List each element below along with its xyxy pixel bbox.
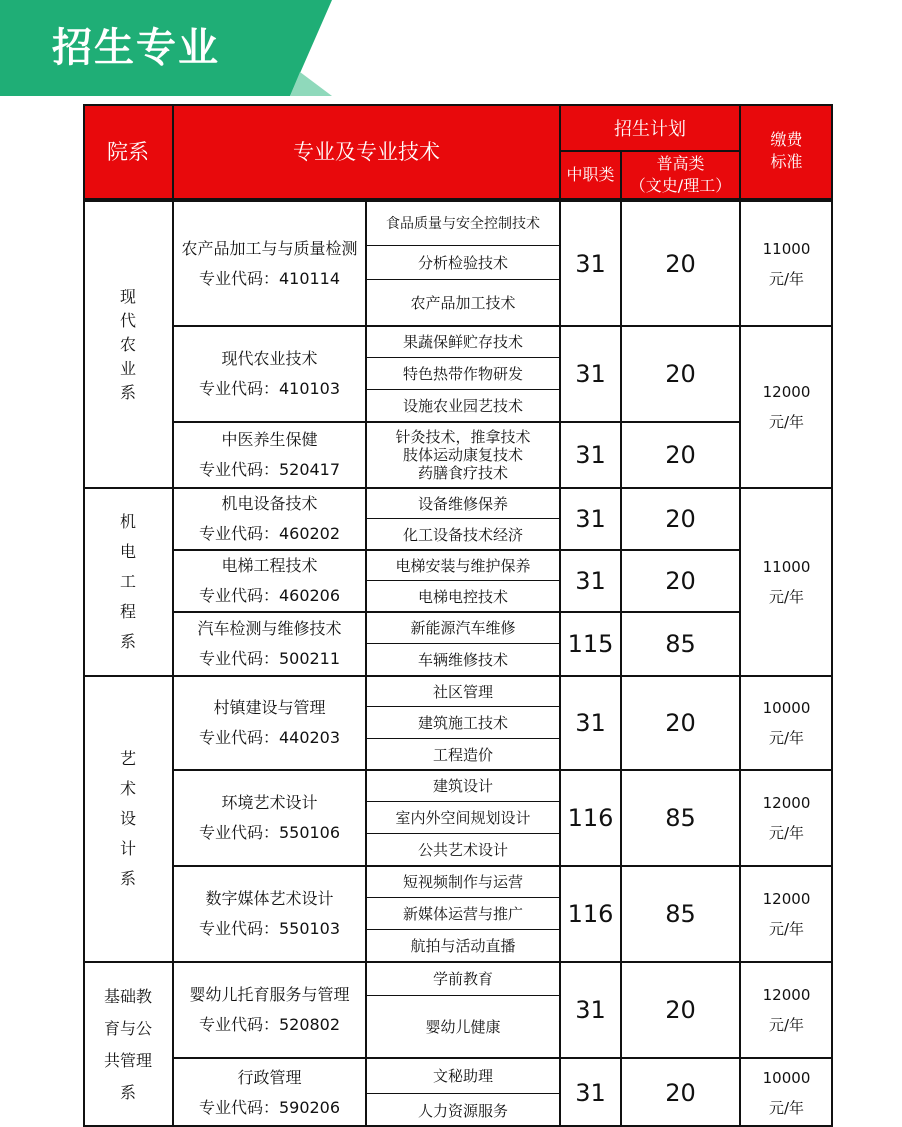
quota-putong: 20 [665, 709, 696, 737]
fee-amount: 11000 [762, 558, 811, 576]
grid-line [366, 706, 560, 707]
fee-cell [740, 866, 833, 962]
dept-cell [83, 962, 173, 1127]
grid-line [740, 865, 833, 867]
major-name: 汽车检测与维修技术 [197, 619, 342, 638]
quota-putong: 20 [665, 250, 696, 278]
grid-line [173, 769, 740, 771]
sub-tech: 室内外空间规划设计 [395, 809, 531, 827]
grid-line [173, 865, 740, 867]
major-name: 婴幼儿托育服务与管理 [189, 985, 350, 1004]
dept-cell [83, 202, 173, 488]
major-cell [173, 326, 366, 422]
grid-line [366, 897, 560, 898]
fee-unit: 元/年 [768, 270, 805, 288]
fee-unit: 元/年 [768, 920, 805, 938]
quota-zhongzhi: 31 [575, 567, 606, 595]
fee-cell [740, 962, 833, 1058]
major-code: 专业代码：550103 [198, 919, 341, 938]
major-cell [173, 488, 366, 550]
header-dept: 院系 [83, 104, 173, 198]
grid-line [740, 1057, 833, 1059]
dept-name: 基础教育与公共管理系 [103, 986, 152, 1102]
sub-tech: 公共艺术设计 [417, 841, 508, 859]
sub-tech: 新能源汽车维修 [410, 619, 516, 637]
grid-line [831, 104, 833, 1127]
sub-tech: 短视频制作与运营 [402, 873, 523, 891]
sub-tech: 新媒体运营与推广 [402, 905, 523, 923]
quota-zhongzhi: 31 [575, 250, 606, 278]
grid-line [173, 325, 740, 327]
quota-zhongzhi: 31 [575, 996, 606, 1024]
sub-tech: 设备维修保养 [417, 494, 508, 513]
sub-tech: 食品质量与安全控制技术 [386, 216, 540, 232]
grid-line [366, 833, 560, 834]
major-cell [173, 676, 366, 770]
quota-putong: 20 [665, 441, 696, 469]
major-name: 数字媒体艺术设计 [205, 889, 334, 908]
major-name: 现代农业技术 [221, 349, 318, 368]
sub-tech: 车辆维修技术 [417, 651, 508, 669]
header-fee-line1: 缴费 [770, 130, 803, 149]
quota-zhongzhi: 116 [567, 900, 614, 928]
fee-cell [740, 1058, 833, 1127]
quota-zhongzhi: 31 [575, 1078, 606, 1107]
grid-line [620, 150, 622, 198]
major-cell [173, 866, 366, 962]
sub-tech: 建筑施工技术 [417, 714, 508, 732]
grid-line [366, 580, 560, 581]
fee-unit: 元/年 [768, 824, 805, 842]
header-putong-label: 普高类 [656, 153, 705, 173]
major-cell [173, 202, 366, 326]
grid-line [366, 643, 560, 644]
grid-line [173, 611, 740, 613]
quota-putong: 20 [665, 505, 696, 533]
sub-tech: 特色热带作物研发 [402, 365, 523, 383]
sub-tech-group [366, 422, 560, 488]
major-name: 村镇建设与管理 [213, 698, 326, 717]
major-name: 机电设备技术 [221, 494, 318, 513]
quota-putong: 20 [665, 567, 696, 595]
sub-tech: 学前教育 [432, 970, 493, 988]
quota-zhongzhi: 31 [575, 441, 606, 469]
fee-unit: 元/年 [768, 1016, 805, 1034]
major-cell [173, 550, 366, 612]
major-code: 专业代码：410114 [198, 269, 341, 288]
major-cell [173, 962, 366, 1058]
header-fee-line2: 标准 [770, 152, 803, 171]
fee-cell [740, 676, 833, 770]
sub-tech: 婴幼儿健康 [425, 1018, 501, 1036]
major-name: 中医养生保健 [221, 430, 318, 449]
fee-cell [740, 770, 833, 866]
major-code: 专业代码：410103 [198, 379, 341, 398]
sub-tech: 肢体运动康复技术 [402, 446, 523, 464]
sub-tech: 工程造价 [432, 745, 493, 764]
grid-line [739, 104, 741, 1127]
fee-amount: 10000 [762, 1068, 811, 1087]
fee-unit: 元/年 [768, 413, 805, 431]
sub-tech: 果蔬保鲜贮存技术 [402, 333, 523, 351]
sub-tech: 电梯安装与维护保养 [395, 556, 531, 575]
grid-line [83, 198, 833, 202]
major-code: 专业代码：520417 [198, 460, 341, 479]
grid-line [366, 995, 560, 996]
major-code: 专业代码：440203 [198, 728, 341, 747]
major-cell [173, 770, 366, 866]
major-code: 专业代码：460206 [198, 586, 341, 605]
grid-line [83, 104, 85, 1127]
major-cell [173, 1058, 366, 1127]
enrollment-table [83, 104, 833, 1127]
sub-tech: 农产品加工技术 [410, 294, 516, 312]
major-name: 电梯工程技术 [221, 556, 318, 575]
fee-amount: 12000 [762, 890, 811, 908]
sub-tech: 社区管理 [432, 682, 493, 701]
fee-amount: 12000 [762, 383, 811, 401]
major-code: 专业代码：590206 [198, 1097, 341, 1117]
grid-line [366, 279, 560, 280]
dept-name: 机电工程系 [119, 512, 136, 651]
major-name: 行政管理 [237, 1067, 302, 1087]
header-major: 专业及专业技术 [173, 104, 560, 198]
fee-unit: 元/年 [768, 729, 805, 747]
fee-amount: 12000 [762, 794, 811, 812]
grid-line [366, 929, 560, 930]
sub-tech: 人力资源服务 [417, 1101, 508, 1120]
grid-line [173, 1057, 740, 1059]
grid-line [173, 549, 740, 551]
major-code: 专业代码：520802 [198, 1015, 341, 1034]
grid-line [559, 104, 561, 1127]
header-putong [621, 151, 740, 198]
quota-putong: 85 [665, 900, 696, 928]
grid-line [366, 389, 560, 390]
quota-putong: 20 [665, 1078, 696, 1107]
sub-tech: 航拍与活动直播 [410, 937, 516, 955]
grid-line [172, 104, 174, 1127]
sub-tech: 设施农业园艺技术 [402, 397, 523, 415]
fee-amount: 10000 [762, 699, 811, 717]
sub-tech: 电梯电控技术 [417, 587, 508, 606]
quota-zhongzhi: 31 [575, 505, 606, 533]
header-putong-note: （文史/理工） [629, 175, 732, 195]
grid-line [366, 738, 560, 739]
grid-line [365, 202, 367, 1127]
quota-putong: 85 [665, 804, 696, 832]
sub-tech: 针灸技术，推拿技术 [395, 428, 531, 446]
fee-cell [740, 488, 833, 676]
fee-unit: 元/年 [768, 588, 805, 606]
grid-line [83, 961, 833, 963]
major-cell [173, 422, 366, 488]
grid-line [366, 801, 560, 802]
grid-line [740, 325, 833, 327]
grid-line [366, 1093, 560, 1094]
quota-zhongzhi: 115 [567, 630, 614, 658]
dept-cell [83, 676, 173, 962]
sub-tech: 化工设备技术经济 [402, 525, 523, 544]
grid-line [366, 245, 560, 246]
major-code: 专业代码：460202 [198, 524, 341, 543]
dept-name: 艺术设计系 [119, 749, 136, 888]
quota-putong: 20 [665, 360, 696, 388]
quota-putong: 85 [665, 630, 696, 658]
quota-zhongzhi: 31 [575, 709, 606, 737]
grid-line [366, 518, 560, 519]
sub-tech: 分析检验技术 [417, 254, 508, 272]
fee-unit: 元/年 [768, 1098, 805, 1117]
major-cell [173, 612, 366, 676]
header-fee [740, 104, 833, 198]
grid-line [83, 675, 833, 677]
fee-amount: 12000 [762, 986, 811, 1004]
major-name: 农产品加工与与质量检测 [181, 239, 358, 258]
fee-amount: 11000 [762, 240, 811, 258]
grid-line [620, 202, 622, 1127]
quota-zhongzhi: 116 [567, 804, 614, 832]
quota-putong: 20 [665, 996, 696, 1024]
sub-tech: 文秘助理 [432, 1067, 493, 1085]
grid-line [83, 487, 833, 489]
grid-line [173, 421, 740, 423]
header-zhongzhi: 中职类 [560, 151, 621, 198]
major-code: 专业代码：500211 [198, 649, 341, 668]
banner-title: 招生专业 [52, 25, 220, 71]
major-name: 环境艺术设计 [221, 793, 318, 812]
grid-line [366, 357, 560, 358]
sub-tech: 建筑设计 [432, 777, 493, 795]
fee-cell [740, 326, 833, 488]
fee-cell [740, 202, 833, 326]
dept-cell [83, 488, 173, 676]
major-code: 专业代码：550106 [198, 823, 341, 842]
dept-name: 现代农业系 [119, 287, 136, 402]
grid-line [740, 769, 833, 771]
sub-tech: 药膳食疗技术 [417, 464, 508, 482]
grid-line [560, 150, 740, 152]
grid-line [83, 104, 833, 106]
quota-zhongzhi: 31 [575, 360, 606, 388]
header-plan: 招生计划 [560, 104, 740, 151]
